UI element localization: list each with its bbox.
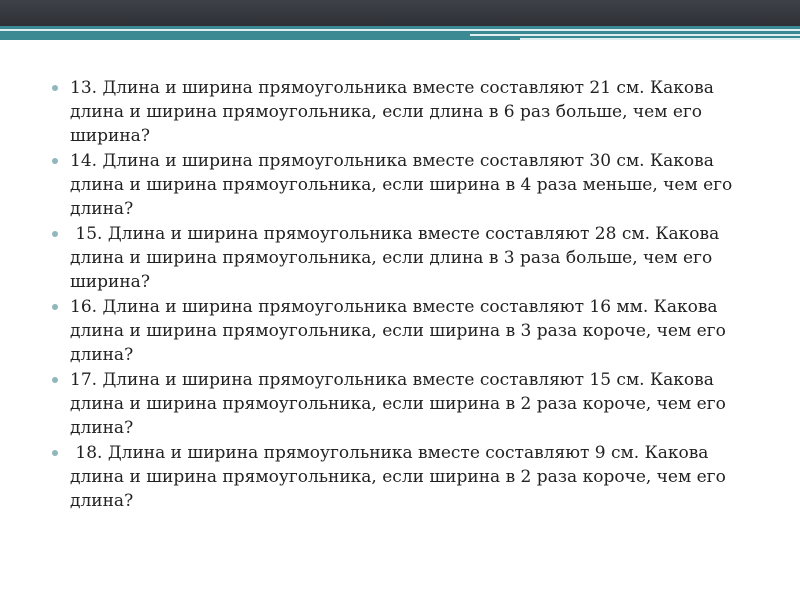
task-item-16 <box>48 295 760 367</box>
header-stripe <box>470 34 800 36</box>
bullet-icon <box>52 450 58 456</box>
task-text: 18. Длина и ширина прямоугольника вместе составляют 9 см. Какова длина и ширина прямоугольника, если ширина в 2 раза короче, чем его длина? <box>70 443 732 511</box>
header-dark-bar <box>0 0 800 26</box>
task-item-18 <box>48 441 760 513</box>
bullet-icon <box>52 231 58 237</box>
task-text: 17. Длина и ширина прямоугольника вместе составляют 15 см. Какова длина и ширина прямоугольника, если ширина в 2 раза короче, чем его длина? <box>70 370 726 438</box>
task-text: 14. Длина и ширина прямоугольника вместе составляют 30 см. Какова длина и ширина прямоугольника, если ширина в 4 раза меньше, чем его длина? <box>70 151 733 219</box>
task-text: 15. Длина и ширина прямоугольника вместе составляют 28 см. Какова длина и ширина прямоугольника, если длина в 3 раза больше, чем его ширина? <box>70 224 725 292</box>
task-list <box>48 76 760 513</box>
bullet-icon <box>52 158 58 164</box>
task-text: 16. Длина и ширина прямоугольника вместе составляют 16 мм. Какова длина и ширина прямоугольника, если ширина в 3 раза короче, чем его длина? <box>70 297 726 365</box>
bullet-icon <box>52 377 58 383</box>
task-item-14 <box>48 149 760 221</box>
header-stripe <box>0 29 800 31</box>
task-item-15 <box>48 222 760 294</box>
slide-content <box>48 76 760 514</box>
header-stripe <box>520 38 800 40</box>
task-item-13 <box>48 76 760 148</box>
task-text: 13. Длина и ширина прямоугольника вместе составляют 21 см. Какова длина и ширина прямоугольника, если длина в 6 раз больше, чем его ширина? <box>70 78 714 146</box>
bullet-icon <box>52 304 58 310</box>
bullet-icon <box>52 85 58 91</box>
task-item-17 <box>48 368 760 440</box>
